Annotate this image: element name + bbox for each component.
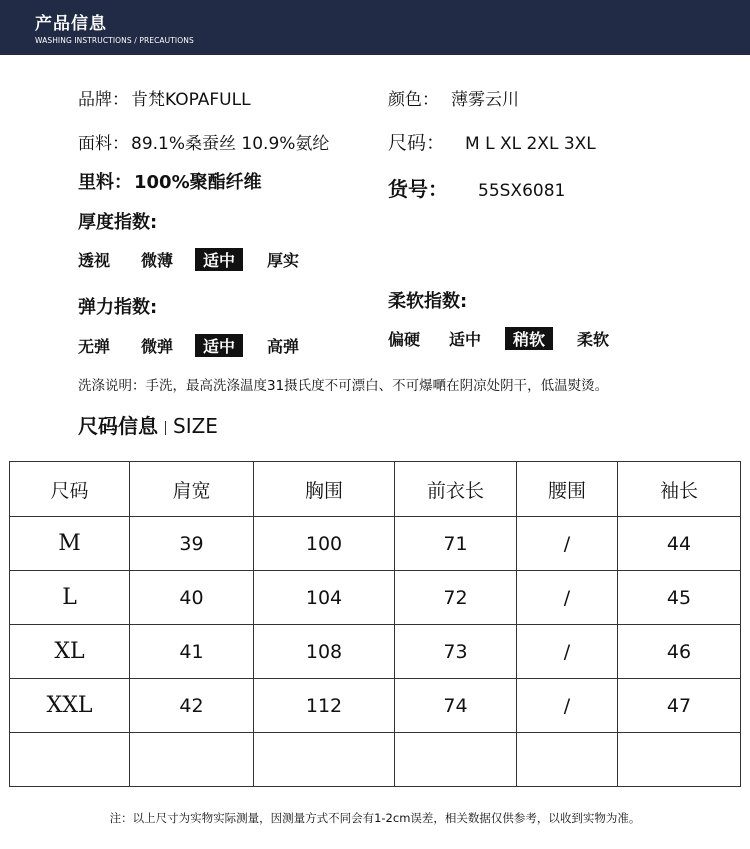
thickness-option-selected: 适中 bbox=[195, 248, 243, 271]
lining-label: 里料： bbox=[78, 172, 132, 193]
thickness-title: 厚度指数: bbox=[78, 212, 158, 233]
table-header-cell: 袖长 bbox=[618, 462, 741, 517]
fabric-label: 面料： bbox=[78, 134, 129, 154]
elasticity-title: 弹力指数: bbox=[78, 297, 158, 318]
table-header-cell: 尺码 bbox=[10, 462, 130, 517]
table-header-cell: 胸围 bbox=[254, 462, 395, 517]
thickness-option: 厚实 bbox=[267, 251, 300, 270]
table-row bbox=[10, 571, 741, 625]
fabric-line bbox=[78, 129, 329, 154]
color-value: 薄雾云川 bbox=[451, 90, 519, 110]
table-cell: 73 bbox=[395, 625, 517, 679]
header-title: 产品信息 bbox=[35, 14, 107, 34]
elasticity-option: 无弹 bbox=[78, 337, 111, 356]
table-cell: / bbox=[517, 517, 618, 571]
softness-option: 适中 bbox=[449, 330, 482, 349]
size-line bbox=[388, 128, 596, 155]
thickness-option: 微薄 bbox=[141, 251, 174, 270]
fabric-value: 89.1%桑蚕丝 10.9%氨纶 bbox=[131, 134, 330, 154]
elasticity-option-selected: 适中 bbox=[195, 334, 243, 357]
table-cell: 41 bbox=[130, 625, 254, 679]
sku-line bbox=[388, 173, 565, 202]
sku-value: 55SX6081 bbox=[478, 181, 566, 201]
brand-value: 肯梵KOPAFULL bbox=[131, 90, 251, 110]
table-cell: / bbox=[517, 571, 618, 625]
table-cell bbox=[10, 733, 130, 787]
softness-title: 柔软指数: bbox=[388, 291, 468, 312]
elasticity-option: 高弹 bbox=[267, 337, 300, 356]
table-cell: 112 bbox=[254, 679, 395, 733]
size-title-en: SIZE bbox=[173, 414, 218, 438]
table-cell: 74 bbox=[395, 679, 517, 733]
table-header-row bbox=[10, 462, 741, 517]
sku-label: 货号： bbox=[388, 177, 448, 201]
table-cell bbox=[517, 733, 618, 787]
table-row bbox=[10, 733, 741, 787]
table-cell bbox=[395, 733, 517, 787]
table-header-cell: 前衣长 bbox=[395, 462, 517, 517]
table-cell: 100 bbox=[254, 517, 395, 571]
size-label: 尺码： bbox=[388, 132, 446, 154]
table-cell: / bbox=[517, 625, 618, 679]
table-cell: 108 bbox=[254, 625, 395, 679]
table-cell: 72 bbox=[395, 571, 517, 625]
table-cell bbox=[130, 733, 254, 787]
table-header-cell: 肩宽 bbox=[130, 462, 254, 517]
header-subtitle: WASHING INSTRUCTIONS / PRECAUTIONS bbox=[35, 36, 194, 45]
table-row bbox=[10, 625, 741, 679]
table-cell: 71 bbox=[395, 517, 517, 571]
lining-line bbox=[78, 168, 262, 194]
title-divider bbox=[165, 421, 166, 435]
table-cell: 46 bbox=[618, 625, 741, 679]
size-title-cn: 尺码信息 bbox=[78, 414, 158, 438]
elasticity-options bbox=[78, 334, 338, 356]
washing-instructions: 洗涤说明：手洗，最高洗涤温度31摄氏度不可漂白、不可爆嗮在阴凉处阴干，低温熨烫。 bbox=[78, 378, 609, 394]
table-cell: 104 bbox=[254, 571, 395, 625]
table-cell: / bbox=[517, 679, 618, 733]
color-label: 颜色： bbox=[388, 90, 439, 110]
brand-line bbox=[78, 85, 251, 110]
table-cell: 45 bbox=[618, 571, 741, 625]
table-cell: 47 bbox=[618, 679, 741, 733]
table-cell: 39 bbox=[130, 517, 254, 571]
table-row bbox=[10, 679, 741, 733]
thickness-options bbox=[78, 248, 338, 270]
table-row bbox=[10, 517, 741, 571]
measurement-note: 注：以上尺寸为实物实际测量，因测量方式不同会有1-2cm误差，相关数据仅供参考，以收到实物为准。 bbox=[109, 811, 641, 825]
softness-options bbox=[388, 327, 648, 349]
size-table bbox=[9, 461, 741, 787]
color-line bbox=[388, 85, 519, 110]
elasticity-option: 微弹 bbox=[141, 337, 174, 356]
table-header-cell: 腰围 bbox=[517, 462, 618, 517]
table-cell bbox=[618, 733, 741, 787]
table-cell: 44 bbox=[618, 517, 741, 571]
table-cell: XL bbox=[10, 625, 130, 679]
thickness-option: 透视 bbox=[78, 251, 111, 270]
softness-option: 柔软 bbox=[577, 330, 610, 349]
table-cell: M bbox=[10, 517, 130, 571]
size-section-title bbox=[78, 410, 218, 439]
header-banner bbox=[0, 0, 750, 55]
softness-option-selected: 稍软 bbox=[505, 327, 553, 350]
brand-label: 品牌： bbox=[78, 90, 129, 110]
table-cell: 42 bbox=[130, 679, 254, 733]
size-value: M L XL 2XL 3XL bbox=[465, 134, 596, 154]
table-cell: XXL bbox=[10, 679, 130, 733]
table-cell bbox=[254, 733, 395, 787]
table-cell: L bbox=[10, 571, 130, 625]
lining-value: 100%聚酯纤维 bbox=[134, 172, 262, 193]
table-cell: 40 bbox=[130, 571, 254, 625]
softness-option: 偏硬 bbox=[388, 330, 421, 349]
